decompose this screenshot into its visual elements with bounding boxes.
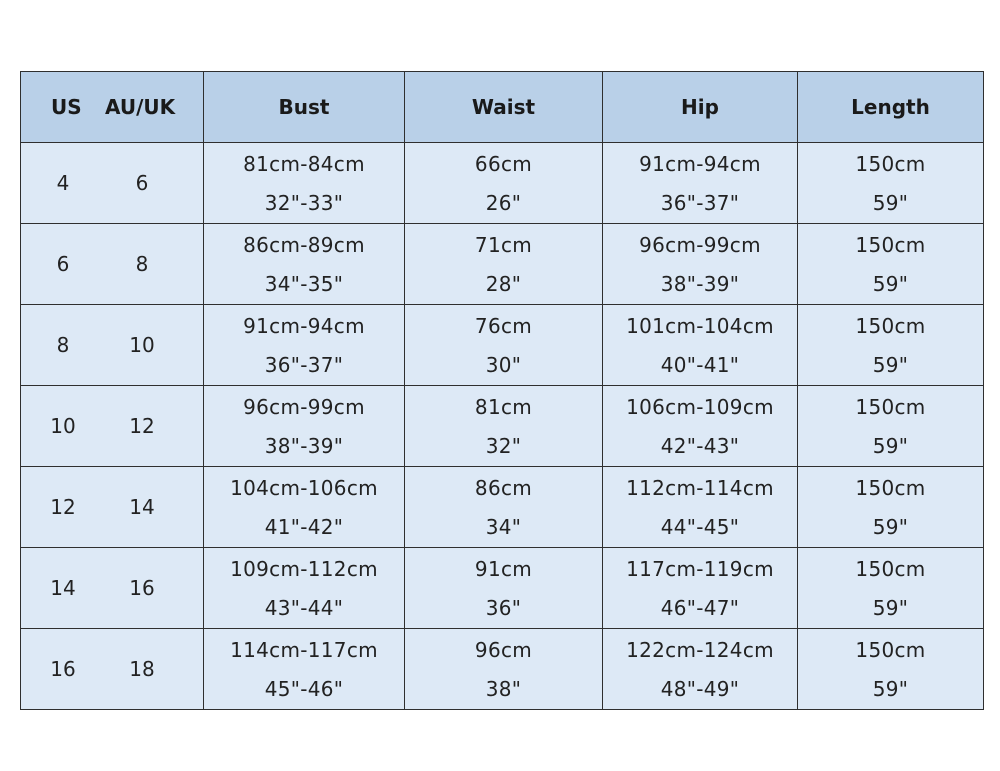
waist-inches: 30" [485, 352, 522, 377]
length-cell [798, 305, 984, 386]
hip-inches: 36"-37" [660, 190, 740, 215]
table-row [21, 629, 984, 710]
waist-inches: 36" [485, 595, 522, 620]
au-uk-size: 12 [129, 414, 155, 438]
waist-inches: 26" [485, 190, 522, 215]
length-inches: 59" [872, 190, 909, 215]
au-uk-header: AU/UK [105, 95, 176, 119]
au-uk-size: 18 [129, 657, 155, 681]
hip-cell [603, 305, 798, 386]
hip-inches: 46"-47" [660, 595, 740, 620]
bust-cell [204, 386, 405, 467]
waist-cell [405, 386, 603, 467]
waist-header: Waist [405, 72, 603, 143]
au-uk-size: 16 [129, 576, 155, 600]
waist-cm: 76cm [474, 313, 533, 338]
waist-cell [405, 224, 603, 305]
bust-cm: 91cm-94cm [243, 313, 365, 338]
length-inches: 59" [872, 676, 909, 701]
bust-inches: 34"-35" [264, 271, 344, 296]
us-size: 10 [50, 414, 76, 438]
length-cell [798, 143, 984, 224]
waist-cell [405, 467, 603, 548]
waist-cm: 71cm [474, 232, 533, 257]
bust-inches: 36"-37" [264, 352, 344, 377]
hip-cm: 117cm-119cm [626, 556, 774, 581]
waist-cell [405, 548, 603, 629]
waist-cm: 91cm [474, 556, 533, 581]
waist-cell [405, 143, 603, 224]
us-size: 14 [50, 576, 76, 600]
hip-cell [603, 467, 798, 548]
size-cell [21, 629, 204, 710]
hip-inches: 48"-49" [660, 676, 740, 701]
size-cell [21, 386, 204, 467]
waist-cm: 86cm [474, 475, 533, 500]
us-size: 8 [56, 333, 70, 357]
hip-inches: 42"-43" [660, 433, 740, 458]
bust-cell [204, 305, 405, 386]
size-cell [21, 467, 204, 548]
hip-cm: 122cm-124cm [626, 637, 774, 662]
length-cm: 150cm [855, 475, 926, 500]
au-uk-size: 8 [135, 252, 149, 276]
bust-cm: 81cm-84cm [243, 151, 365, 176]
bust-cm: 109cm-112cm [230, 556, 378, 581]
length-cm: 150cm [855, 313, 926, 338]
table-row [21, 467, 984, 548]
waist-cm: 66cm [474, 151, 533, 176]
length-inches: 59" [872, 271, 909, 296]
length-inches: 59" [872, 595, 909, 620]
header-row [21, 72, 984, 143]
waist-cm: 96cm [474, 637, 533, 662]
bust-inches: 32"-33" [264, 190, 344, 215]
length-cell [798, 386, 984, 467]
hip-cm: 106cm-109cm [626, 394, 774, 419]
table-row [21, 305, 984, 386]
table-row [21, 386, 984, 467]
table-row [21, 548, 984, 629]
waist-cell [405, 305, 603, 386]
bust-cm: 104cm-106cm [230, 475, 378, 500]
us-size: 12 [50, 495, 76, 519]
hip-cm: 91cm-94cm [639, 151, 761, 176]
waist-cell [405, 629, 603, 710]
bust-cell [204, 224, 405, 305]
size-chart [20, 71, 983, 710]
bust-inches: 41"-42" [264, 514, 344, 539]
bust-cell [204, 467, 405, 548]
hip-cm: 112cm-114cm [626, 475, 774, 500]
size-cell [21, 224, 204, 305]
bust-inches: 43"-44" [264, 595, 344, 620]
us-size: 6 [56, 252, 70, 276]
bust-header: Bust [204, 72, 405, 143]
waist-inches: 28" [485, 271, 522, 296]
hip-cell [603, 548, 798, 629]
hip-cell [603, 224, 798, 305]
length-inches: 59" [872, 514, 909, 539]
waist-cm: 81cm [474, 394, 533, 419]
waist-inches: 38" [485, 676, 522, 701]
us-size: 16 [50, 657, 76, 681]
au-uk-size: 6 [135, 171, 149, 195]
waist-inches: 34" [485, 514, 522, 539]
bust-cm: 114cm-117cm [230, 637, 378, 662]
hip-inches: 40"-41" [660, 352, 740, 377]
bust-cm: 96cm-99cm [243, 394, 365, 419]
us-header: US [51, 95, 82, 119]
au-uk-size: 10 [129, 333, 155, 357]
length-cm: 150cm [855, 637, 926, 662]
length-cell [798, 224, 984, 305]
hip-inches: 44"-45" [660, 514, 740, 539]
size-cell [21, 143, 204, 224]
hip-cell [603, 143, 798, 224]
length-cm: 150cm [855, 151, 926, 176]
size-cell [21, 305, 204, 386]
au-uk-size: 14 [129, 495, 155, 519]
hip-cm: 96cm-99cm [639, 232, 761, 257]
length-cell [798, 548, 984, 629]
size-cell [21, 548, 204, 629]
length-cell [798, 629, 984, 710]
us-size: 4 [56, 171, 70, 195]
bust-cm: 86cm-89cm [243, 232, 365, 257]
length-cm: 150cm [855, 556, 926, 581]
length-inches: 59" [872, 433, 909, 458]
size-chart-table [20, 71, 984, 710]
bust-inches: 45"-46" [264, 676, 344, 701]
bust-cell [204, 548, 405, 629]
length-header: Length [798, 72, 984, 143]
waist-inches: 32" [485, 433, 522, 458]
length-cm: 150cm [855, 394, 926, 419]
hip-cm: 101cm-104cm [626, 313, 774, 338]
length-cell [798, 467, 984, 548]
bust-inches: 38"-39" [264, 433, 344, 458]
length-inches: 59" [872, 352, 909, 377]
table-row [21, 224, 984, 305]
size-header-cell [21, 72, 204, 143]
hip-cell [603, 386, 798, 467]
hip-cell [603, 629, 798, 710]
bust-cell [204, 629, 405, 710]
bust-cell [204, 143, 405, 224]
table-row [21, 143, 984, 224]
hip-header: Hip [603, 72, 798, 143]
length-cm: 150cm [855, 232, 926, 257]
hip-inches: 38"-39" [660, 271, 740, 296]
